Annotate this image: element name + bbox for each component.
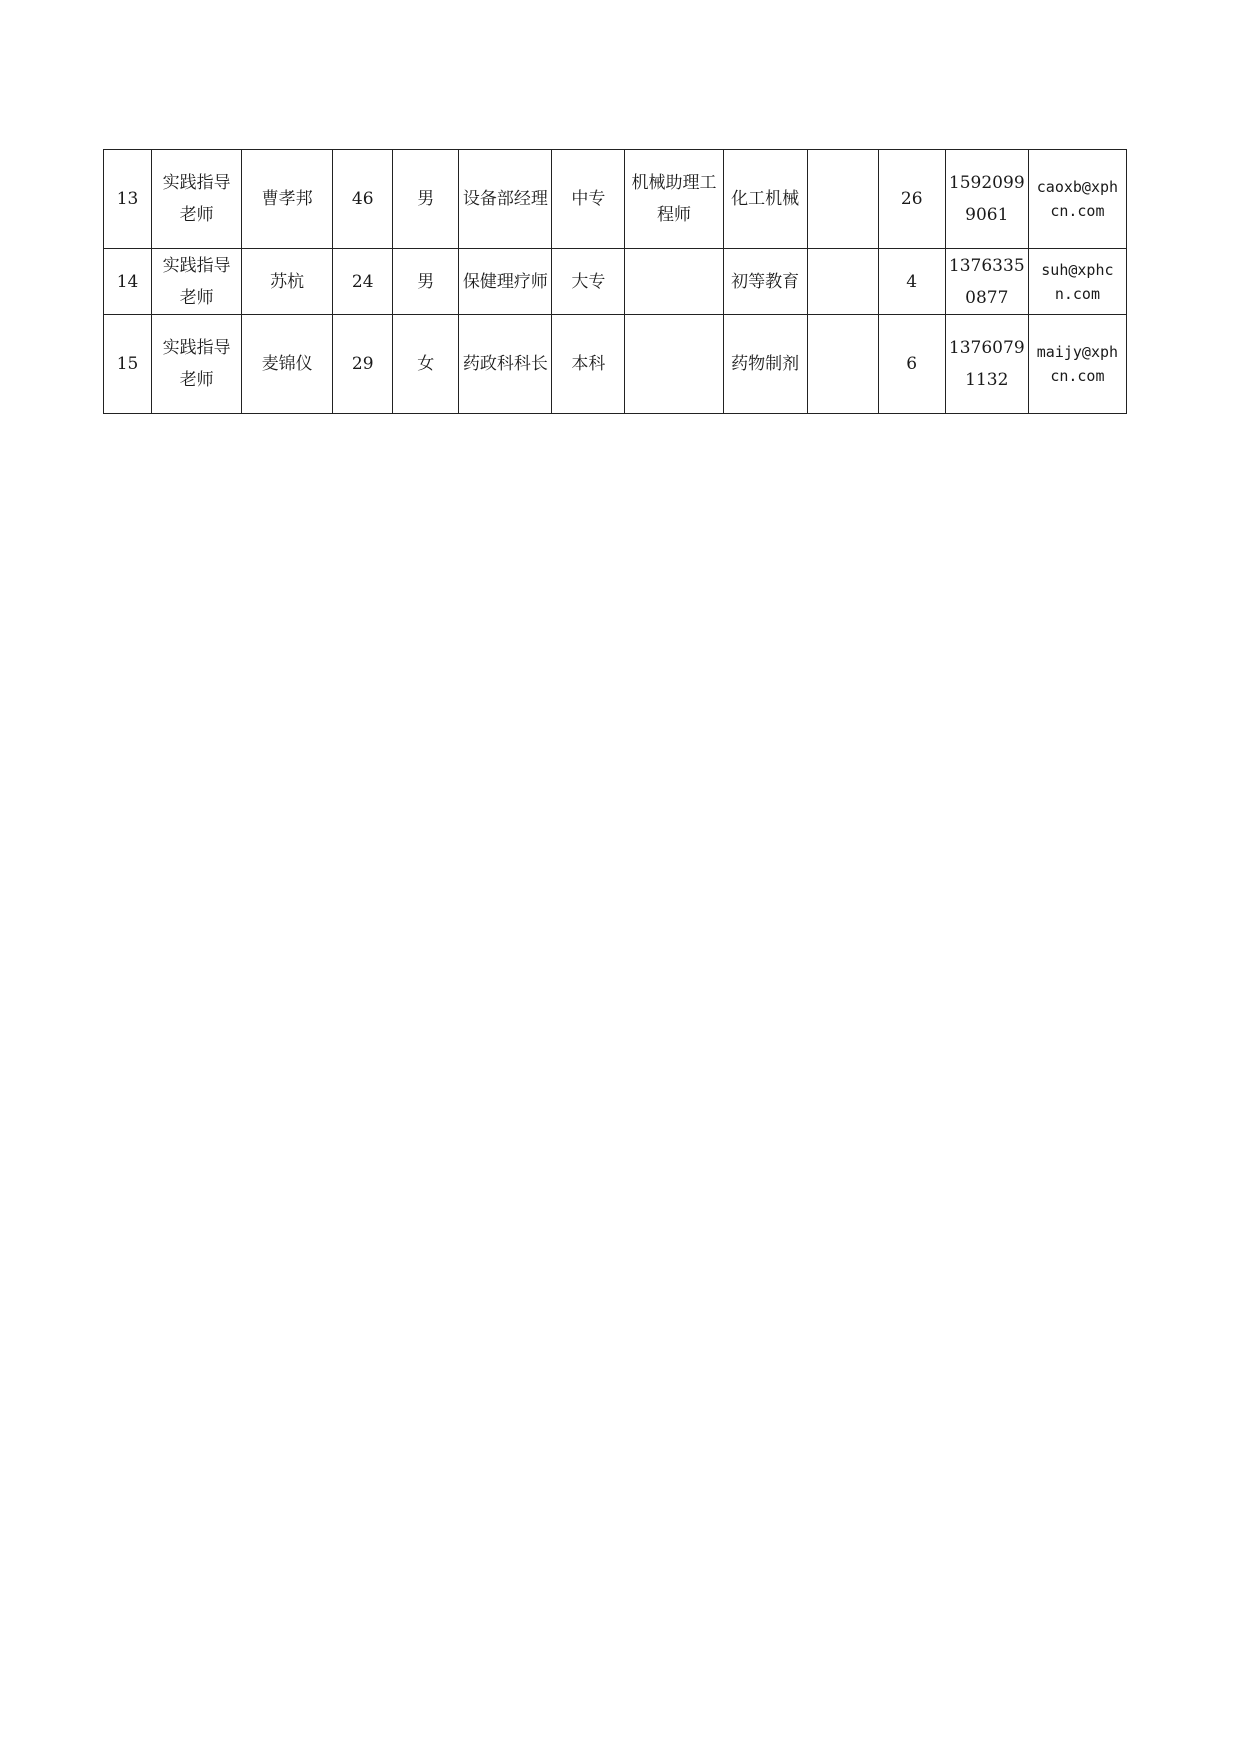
role-cell: 实践指导老师: [152, 150, 242, 249]
position-cell: 药政科科长: [459, 315, 552, 414]
staff-table: [103, 149, 1127, 414]
gender-cell: 男: [393, 249, 459, 315]
professional-title-cell: 机械助理工程师: [625, 150, 723, 249]
age-cell: 46: [333, 150, 393, 249]
role-cell: 实践指导老师: [152, 249, 242, 315]
professional-title-cell: [625, 315, 723, 414]
age-cell: 24: [333, 249, 393, 315]
major-cell: 初等教育: [723, 249, 807, 315]
role-cell: 实践指导老师: [152, 315, 242, 414]
row-number-cell: 13: [104, 150, 152, 249]
name-cell: 麦锦仪: [242, 315, 333, 414]
gender-cell: 女: [393, 315, 459, 414]
phone-cell: 13760791132: [945, 315, 1028, 414]
table-row: [104, 249, 1127, 315]
name-cell: 苏杭: [242, 249, 333, 315]
email-cell: maijy@xphcn.com: [1028, 315, 1126, 414]
education-cell: 大专: [552, 249, 625, 315]
email-cell: suh@xphcn.com: [1028, 249, 1126, 315]
professional-title-cell: [625, 249, 723, 315]
major-cell: 化工机械: [723, 150, 807, 249]
row-number-cell: 15: [104, 315, 152, 414]
empty-cell: [807, 150, 878, 249]
table-row: [104, 150, 1127, 249]
row-number-cell: 14: [104, 249, 152, 315]
name-cell: 曹孝邦: [242, 150, 333, 249]
position-cell: 设备部经理: [459, 150, 552, 249]
phone-cell: 15920999061: [945, 150, 1028, 249]
gender-cell: 男: [393, 150, 459, 249]
major-cell: 药物制剂: [723, 315, 807, 414]
years-cell: 4: [878, 249, 945, 315]
age-cell: 29: [333, 315, 393, 414]
education-cell: 中专: [552, 150, 625, 249]
empty-cell: [807, 249, 878, 315]
phone-cell: 13763350877: [945, 249, 1028, 315]
years-cell: 26: [878, 150, 945, 249]
education-cell: 本科: [552, 315, 625, 414]
position-cell: 保健理疗师: [459, 249, 552, 315]
years-cell: 6: [878, 315, 945, 414]
table-row: [104, 315, 1127, 414]
email-cell: caoxb@xphcn.com: [1028, 150, 1126, 249]
empty-cell: [807, 315, 878, 414]
